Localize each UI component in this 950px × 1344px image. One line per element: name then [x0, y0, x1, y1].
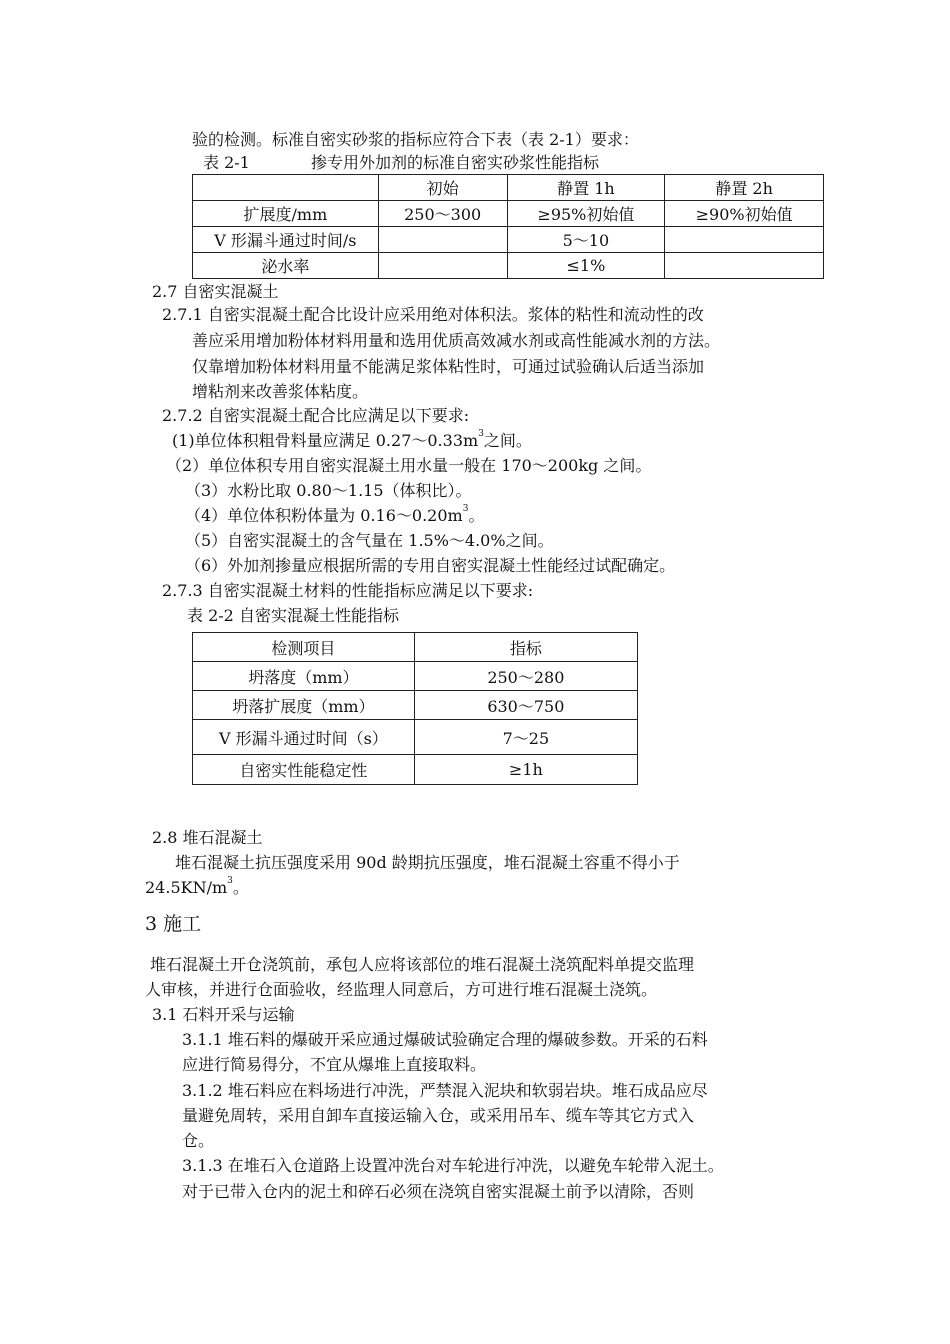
- table-cell: ≥95%初始值: [507, 201, 665, 227]
- intro-text: 验的检测。标准自密实砂浆的指标应符合下表（表 2-1）要求：: [192, 130, 639, 149]
- table2-caption: 表 2-2 自密实混凝土性能指标: [187, 606, 399, 625]
- paragraph-line: 量避免周转，采用自卸车直接运输入仓，或采用吊车、缆车等其它方式入: [182, 1106, 695, 1125]
- table-row: [193, 253, 824, 279]
- section-3-1-heading: 3.1 石料开采与运输: [152, 1005, 295, 1024]
- requirement-3: （3）水粉比取 0.80～1.15（体积比）。: [185, 481, 472, 500]
- superscript: 3: [462, 504, 469, 514]
- paragraph-line: 仓。: [182, 1131, 215, 1150]
- table-cell: V 形漏斗通过时间（s）: [193, 720, 415, 755]
- table-cell: [378, 253, 507, 279]
- table-cell: 自密实性能稳定性: [193, 755, 415, 785]
- table-cell: 5～10: [507, 227, 665, 253]
- table-header-cell: 静置 1h: [507, 175, 665, 201]
- requirement-5: （5）自密实混凝土的含气量在 1.5%～4.0%之间。: [185, 531, 554, 550]
- requirement-text: 。: [468, 506, 485, 525]
- table-cell: ≤1%: [507, 253, 665, 279]
- requirement-1: [172, 429, 532, 453]
- table-header-row: [193, 175, 824, 201]
- paragraph-line: [145, 876, 249, 900]
- paragraph-line: 增粘剂来改善浆体粘度。: [192, 382, 369, 401]
- table-header-cell: 初始: [378, 175, 507, 201]
- table-cell: [665, 227, 824, 253]
- paragraph-line: 堆石混凝土开仓浇筑前，承包人应将该部位的堆石混凝土浇筑配料单提交监理: [150, 955, 695, 974]
- table-cell: 扩展度/mm: [193, 201, 379, 227]
- requirement-4: [185, 504, 484, 528]
- table-cell: ≥90%初始值: [665, 201, 824, 227]
- paragraph-line: 2.7.1 自密实混凝土配合比设计应采用绝对体积法。浆体的粘性和流动性的改: [162, 305, 704, 324]
- table-cell: 250～280: [414, 662, 637, 691]
- table-cell: 630～750: [414, 691, 637, 720]
- table-cell: V 形漏斗通过时间/s: [193, 227, 379, 253]
- superscript: 3: [478, 429, 484, 439]
- requirement-2: （2）单位体积专用自密实混凝土用水量一般在 170～200kg 之间。: [166, 456, 652, 475]
- table-row: [193, 720, 638, 755]
- table-header-row: [193, 633, 638, 662]
- table-cell: 250～300: [378, 201, 507, 227]
- table-row: [193, 201, 824, 227]
- paragraph-text: 24.5KN/m: [145, 878, 228, 897]
- section-2-7-2: 2.7.2 自密实混凝土配合比应满足以下要求:: [162, 406, 470, 425]
- table1-caption-title: 掺专用外加剂的标准自密实砂浆性能指标: [311, 153, 600, 172]
- paragraph-line: 3.1.3 在堆石入仓道路上设置冲洗台对车轮进行冲洗，以避免车轮带入泥土。: [182, 1156, 724, 1175]
- table-header-cell: [193, 175, 379, 201]
- table1-caption-number: 表 2-1: [203, 153, 250, 172]
- table-cell: [378, 227, 507, 253]
- paragraph-line: 善应采用增加粉体材料用量和选用优质高效减水剂或高性能减水剂的方法。: [192, 331, 721, 350]
- table-cell: 坍落度（mm）: [193, 662, 415, 691]
- requirement-text: （4）单位体积粉体量为 0.16～0.20m: [185, 506, 463, 525]
- table-row: [193, 691, 638, 720]
- requirement-text: (1)单位体积粗骨料量应满足 0.27～0.33m: [172, 431, 479, 450]
- section-3-heading: 3 施工: [145, 913, 202, 935]
- table-header-cell: 指标: [414, 633, 637, 662]
- table-cell: 泌水率: [193, 253, 379, 279]
- paragraph-line: 人审核，并进行仓面验收，经监理人同意后，方可进行堆石混凝土浇筑。: [145, 980, 658, 999]
- table-row: [193, 662, 638, 691]
- table-header-cell: 检测项目: [193, 633, 415, 662]
- superscript: 3: [227, 876, 233, 886]
- paragraph-line: 仅靠增加粉体材料用量不能满足浆体粘性时，可通过试验确认后适当添加: [192, 357, 705, 376]
- table-header-cell: 静置 2h: [665, 175, 824, 201]
- section-2-7-3: 2.7.3 自密实混凝土材料的性能指标应满足以下要求:: [162, 581, 534, 600]
- table-cell: 7～25: [414, 720, 637, 755]
- table-cell: [665, 253, 824, 279]
- requirement-6: （6）外加剂掺量应根据所需的专用自密实混凝土性能经过试配确定。: [185, 556, 676, 575]
- paragraph-line: 对于已带入仓内的泥土和碎石必须在浇筑自密实混凝土前予以清除，否则: [182, 1182, 695, 1201]
- section-2-8-heading: 2.8 堆石混凝土: [152, 828, 263, 847]
- paragraph-text: 。: [232, 878, 249, 897]
- paragraph-line: 堆石混凝土抗压强度采用 90d 龄期抗压强度，堆石混凝土容重不得小于: [175, 853, 680, 872]
- table-row: [193, 755, 638, 785]
- paragraph-line: 3.1.2 堆石料应在料场进行冲洗，严禁混入泥块和软弱岩块。堆石成品应尽: [182, 1081, 708, 1100]
- table-2-1: [192, 174, 824, 279]
- section-2-7-heading: 2.7 自密实混凝土: [152, 282, 279, 301]
- paragraph-line: 3.1.1 堆石料的爆破开采应通过爆破试验确定合理的爆破参数。开采的石料: [182, 1030, 708, 1049]
- table-cell: ≥1h: [414, 755, 637, 785]
- table-2-2: [192, 632, 638, 785]
- table-row: [193, 227, 824, 253]
- paragraph-line: 应进行简易得分，不宜从爆堆上直接取料。: [182, 1055, 487, 1074]
- requirement-text: 之间。: [483, 431, 532, 450]
- table-cell: 坍落扩展度（mm）: [193, 691, 415, 720]
